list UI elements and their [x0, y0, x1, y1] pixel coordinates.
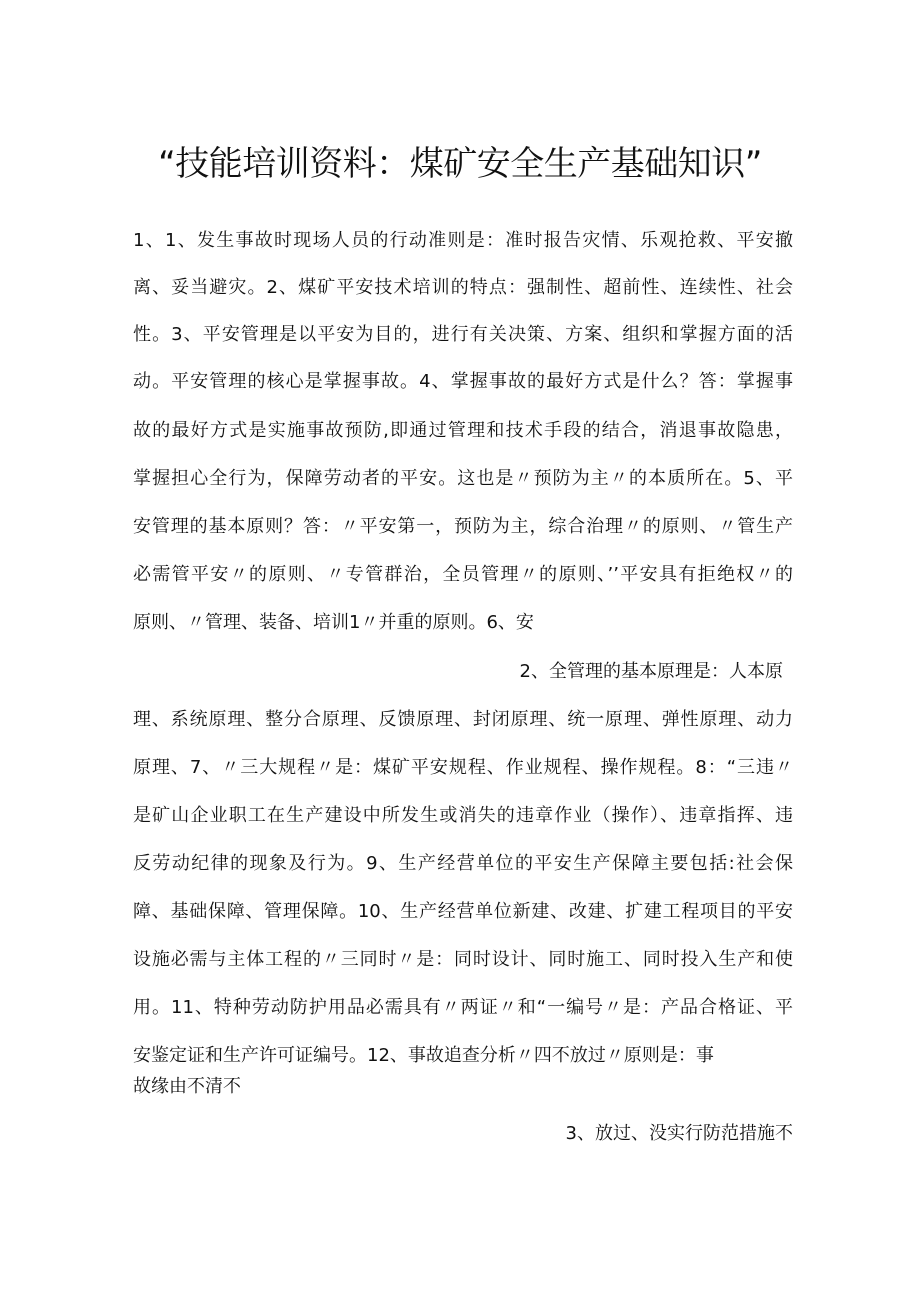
paragraph-line: 动。平安管理的核心是掌握事故。4、掌握事故的最好方式是什么？答：掌握事 — [133, 371, 793, 392]
paragraph-line: 掌握担心全行为，保障劳动者的平安。这也是〃预防为主〃的本质所在。5、平 — [133, 468, 793, 489]
paragraph-line: 3、放过、没实行防范措施不 — [565, 1123, 793, 1144]
paragraph-line: 故缘由不清不 — [133, 1076, 241, 1097]
paragraph-line: 反劳动纪律的现象及行为。9、生产经营单位的平安生产保障主要包括:社会保 — [133, 853, 793, 874]
paragraph-line: 是矿山企业职工在生产建设中所发生或消失的违章作业（操作）、违章指挥、违 — [133, 805, 793, 826]
paragraph-line: 故的最好方式是实施事故预防,即通过管理和技术手段的结合，消退事故隐患， — [133, 420, 793, 441]
paragraph-line: 必需管平安〃的原则、〃专管群治，全员管理〃的原则、’’平安具有拒绝权〃的 — [133, 564, 793, 585]
paragraph-line: 原则、〃管理、装备、培训1〃并重的原则。6、安 — [133, 612, 534, 633]
paragraph-line: 1、1、发生事故时现场人员的行动准则是：准时报告灾情、乐观抢救、平安撤 — [133, 230, 793, 251]
document-title: “技能培训资料：煤矿安全生产基础知识” — [158, 144, 762, 184]
paragraph-line: 性。3、平安管理是以平安为目的，进行有关决策、方案、组织和掌握方面的活 — [133, 324, 793, 345]
paragraph-line: 理、系统原理、整分合原理、反馈原理、封闭原理、统一原理、弹性原理、动力 — [133, 709, 793, 730]
paragraph-line: 2、全管理的基本原理是：人本原 — [519, 661, 783, 682]
paragraph-line: 离、妥当避灾。2、煤矿平安技术培训的特点：强制性、超前性、连续性、社会 — [133, 277, 793, 298]
paragraph-line: 障、基础保障、管理保障。10、生产经营单位新建、改建、扩建工程项目的平安 — [133, 901, 793, 922]
paragraph-line: 安鉴定证和生产许可证编号。12、事故追查分析〃四不放过〃原则是：事 — [133, 1045, 714, 1066]
paragraph-line: 原理、7、〃三大规程〃是：煤矿平安规程、作业规程、操作规程。8：“三违〃 — [133, 757, 793, 778]
paragraph-line: 用。11、特种劳动防护用品必需具有〃两证〃和“一编号〃是：产品合格证、平 — [133, 997, 793, 1018]
paragraph-line: 安管理的基本原则？答：〃平安第一，预防为主，综合治理〃的原则、〃管生产 — [133, 516, 793, 537]
paragraph-line: 设施必需与主体工程的〃三同时〃是：同时设计、同时施工、同时投入生产和使 — [133, 949, 793, 970]
